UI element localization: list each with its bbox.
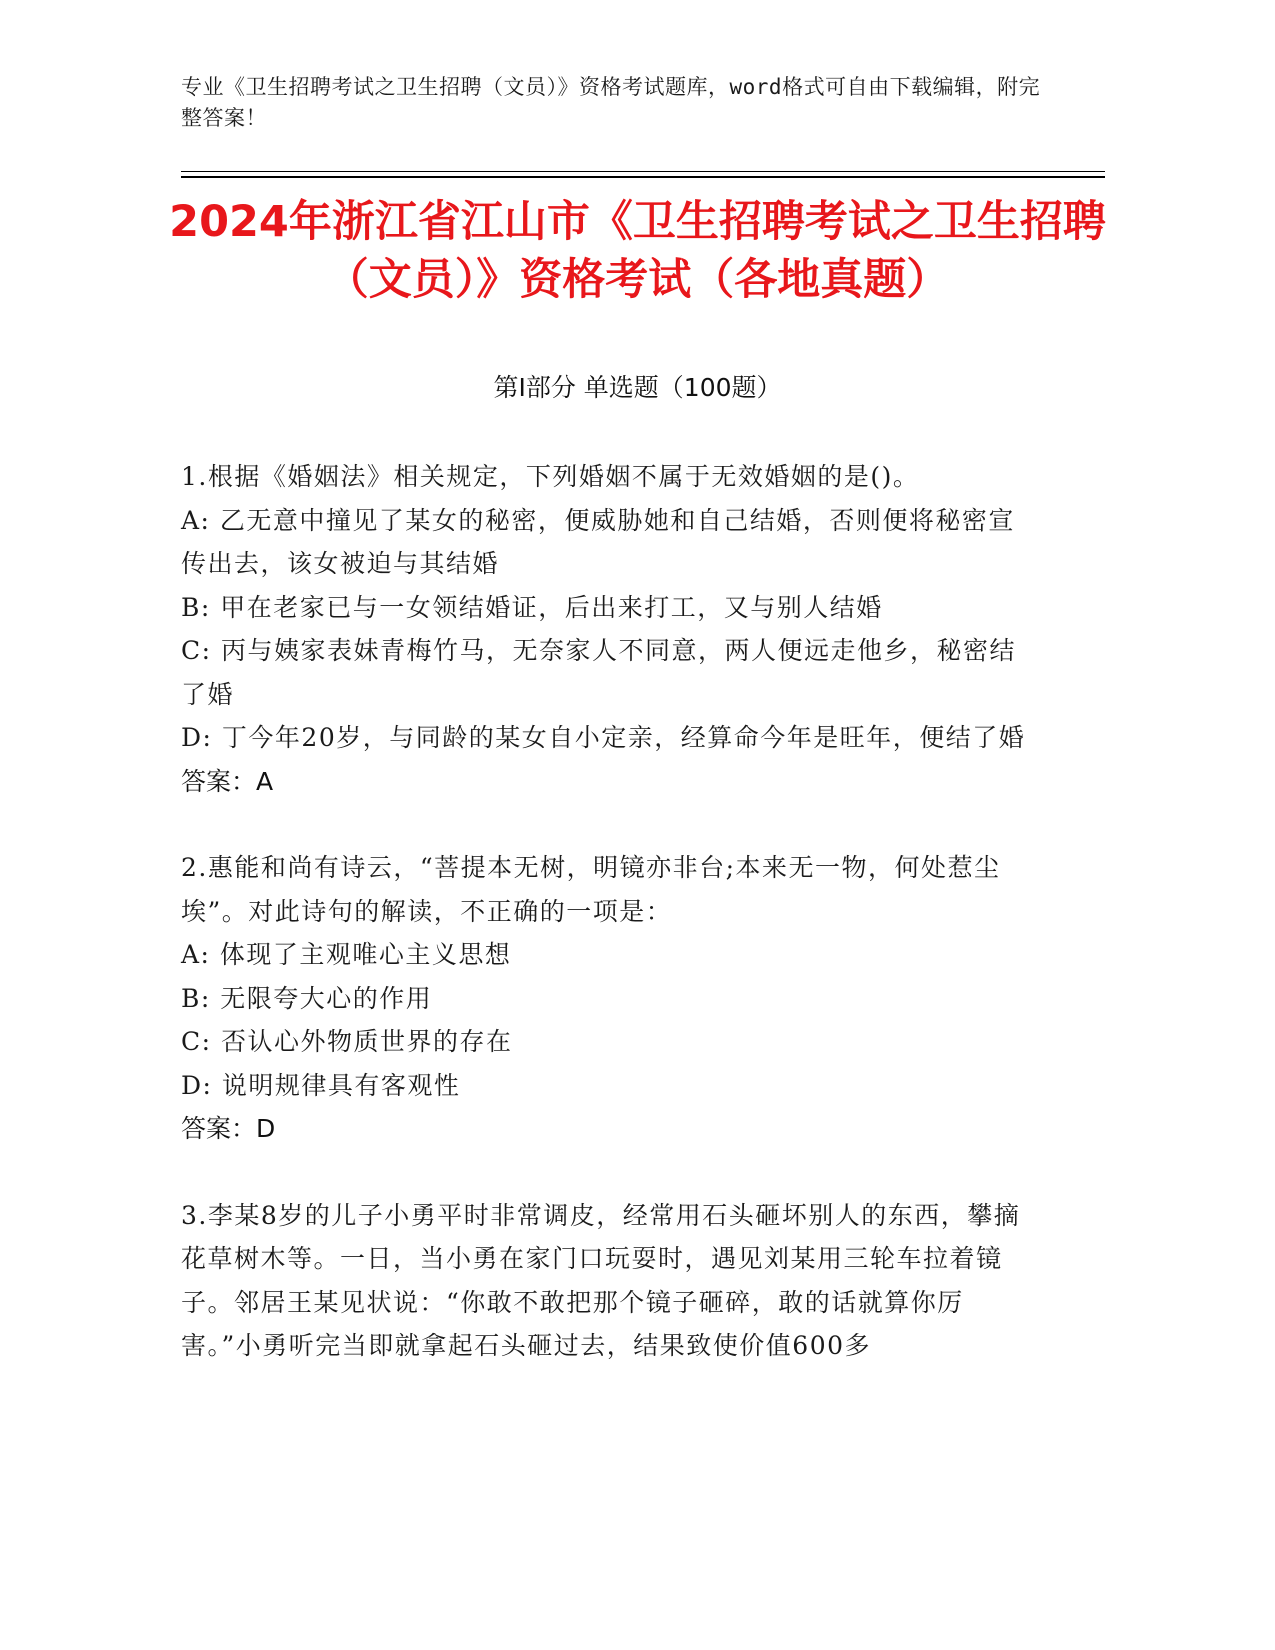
header-divider-thick <box>181 176 1105 178</box>
question-list <box>181 455 1026 1368</box>
question-stem: 2.惠能和尚有诗云，“菩提本无树，明镜亦非台;本来无一物，何处惹尘埃”。对此诗句的解读，不正确的一项是： <box>181 853 1001 926</box>
section-title: 第Ⅰ部分 单选题（100题） <box>493 373 782 402</box>
option-a: A: 体现了主观唯心主义思想 <box>181 940 512 969</box>
header-divider-thin <box>181 171 1105 172</box>
option-c: C: 丙与姨家表妹青梅竹马，无奈家人不同意，两人便远走他乡，秘密结了婚 <box>181 636 1017 709</box>
option-b: B: 甲在老家已与一女领结婚证，后出来打工，又与别人结婚 <box>181 592 883 622</box>
option-c: C: 否认心外物质世界的存在 <box>181 1027 513 1056</box>
option-d: D: 丁今年20岁，与同龄的某女自小定亲，经算命今年是旺年，便结了婚 <box>181 723 1026 752</box>
question-spacer <box>181 803 1026 846</box>
answer-line: 答案：A <box>181 766 274 796</box>
question-spacer <box>181 1151 1026 1194</box>
option-b: B: 无限夸大心的作用 <box>181 983 433 1013</box>
option-a: A: 乙无意中撞见了某女的秘密，便威胁她和自己结婚，否则便将秘密宣传出去，该女被迫与其结婚 <box>181 505 1015 578</box>
answer-line: 答案：D <box>181 1114 276 1143</box>
option-d: D: 说明规律具有客观性 <box>181 1070 461 1100</box>
question-stem: 3.李某8岁的儿子小勇平时非常调皮，经常用石头砸坏别人的东西，攀摘花草树木等。一日，当小勇在家门口玩耍时，遇见刘某用三轮车拉着镜子。邻居王某见状说：“你敢不敢把那个镜子砸碎，敢的话就算你厉害。”小勇听完当即就拿起石头砸过去，结果致使价值600多 <box>181 1200 1021 1360</box>
question-stem: 1.根据《婚姻法》相关规定，下列婚姻不属于无效婚姻的是()。 <box>181 462 920 491</box>
question-2 <box>181 846 1026 1151</box>
header-note: 专业《卫生招聘考试之卫生招聘（文员）》资格考试题库，word格式可自由下载编辑，附完整答案！ <box>181 75 1041 130</box>
question-3 <box>181 1194 1026 1368</box>
document-title: 2024年浙江省江山市《卫生招聘考试之卫生招聘（文员）》资格考试（各地真题） <box>169 197 1106 305</box>
question-1 <box>181 455 1026 803</box>
